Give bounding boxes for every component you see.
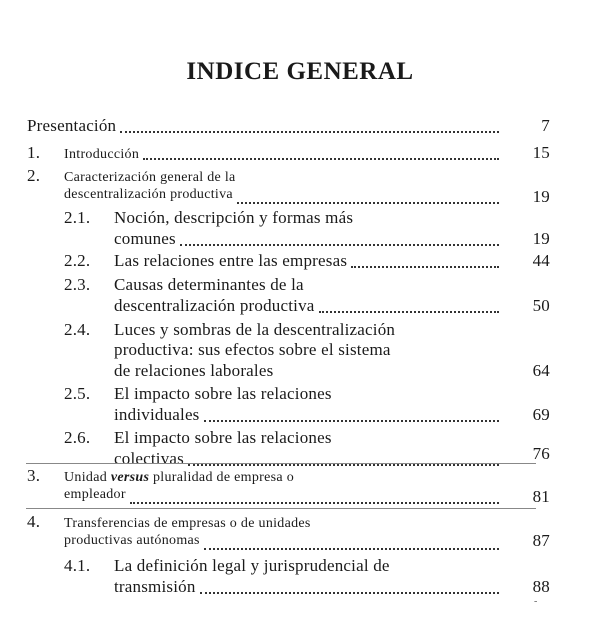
toc-page-number: 87 bbox=[532, 531, 550, 550]
toc-entry-number: 3. bbox=[27, 466, 41, 485]
toc-entry-2-1-line1 bbox=[64, 208, 505, 230]
toc-entry-text: comunes bbox=[114, 229, 176, 248]
toc-entry-text: Presentación bbox=[27, 116, 117, 135]
toc-entry-text: Transferencias de empresas o de unidades bbox=[64, 516, 311, 531]
toc-entry-text: La definición legal y jurisprudencial de bbox=[114, 556, 390, 575]
dot-leader bbox=[237, 202, 499, 204]
toc-entry-text: Introducción bbox=[64, 147, 140, 162]
toc-entry-4-1-line2 bbox=[114, 577, 505, 599]
toc-entry-number: 2.3. bbox=[64, 275, 91, 294]
toc-page-number: 15 bbox=[532, 143, 550, 162]
section-divider bbox=[26, 508, 536, 509]
toc-entry-number: 2.5. bbox=[64, 384, 91, 403]
toc-entry-2-line2 bbox=[64, 187, 505, 209]
toc-page-number: 44 bbox=[532, 251, 550, 270]
corner-mark: - bbox=[534, 596, 538, 607]
toc-entry-2-6-line1 bbox=[64, 428, 505, 450]
toc-page-number: 7 bbox=[541, 116, 550, 135]
toc-entry-text: Causas determinantes de la bbox=[114, 275, 304, 294]
toc-entry-2-4-line2 bbox=[114, 340, 505, 362]
toc-page-number: 19 bbox=[532, 187, 550, 206]
toc-entry-number: 2. bbox=[27, 166, 41, 185]
toc-entry-text: Las relaciones entre las empresas bbox=[114, 251, 348, 270]
toc-entry-2-line1 bbox=[27, 166, 505, 188]
toc-entry-text: productivas autónomas bbox=[64, 533, 200, 548]
toc-entry-text-emphasis: versus bbox=[110, 470, 150, 485]
toc-entry-3-line1 bbox=[27, 466, 505, 488]
toc-page-number: 81 bbox=[532, 487, 550, 506]
toc-entry-number: 2.4. bbox=[64, 320, 91, 339]
toc-entry-number: 1. bbox=[27, 143, 41, 162]
toc-entry-number: 4. bbox=[27, 512, 41, 531]
toc-entry-text: individuales bbox=[114, 405, 200, 424]
toc-entry-2-2 bbox=[64, 251, 505, 273]
dot-leader bbox=[143, 158, 499, 160]
toc-entry-text-part: pluralidad de empresa o bbox=[149, 470, 295, 485]
toc-entry-2-3-line1 bbox=[64, 275, 505, 297]
toc-entry-text: El impacto sobre las relaciones bbox=[114, 384, 332, 403]
toc-entry-text: transmisión bbox=[114, 577, 196, 596]
toc-entry-text: Luces y sombras de la descentralización bbox=[114, 320, 396, 339]
toc-page-number: 19 bbox=[532, 229, 550, 248]
toc-entry-text: descentralización productiva bbox=[114, 296, 315, 315]
toc-entry-3-line2 bbox=[64, 487, 505, 509]
dot-leader bbox=[204, 420, 500, 422]
toc-entry-text: Caracterización general de la bbox=[64, 170, 236, 185]
dot-leader bbox=[319, 311, 499, 313]
toc-entry-text: El impacto sobre las relaciones bbox=[114, 428, 332, 447]
toc-entry-text: empleador bbox=[64, 487, 126, 502]
toc-entry-4-1-line1 bbox=[64, 556, 505, 578]
toc-entry-1 bbox=[27, 143, 505, 165]
toc-page-number: 88 bbox=[532, 577, 550, 596]
toc-entry-2-4-line1 bbox=[64, 320, 505, 342]
page-title: INDICE GENERAL bbox=[186, 58, 414, 85]
toc-page-number: 76 bbox=[532, 444, 550, 463]
toc-entry-text bbox=[64, 470, 294, 486]
section-divider bbox=[26, 463, 536, 464]
toc-entry-text: descentralización productiva bbox=[64, 187, 233, 202]
toc-page-number: 69 bbox=[532, 405, 550, 424]
dot-leader bbox=[200, 592, 499, 594]
toc-entry-text: colectivas bbox=[114, 449, 184, 468]
dot-leader bbox=[130, 502, 499, 504]
toc-entry-number: 2.2. bbox=[64, 251, 91, 270]
dot-leader bbox=[204, 548, 499, 550]
toc-entry-number: 2.1. bbox=[64, 208, 91, 227]
toc-entry-2-5-line1 bbox=[64, 384, 505, 406]
toc-entry-2-5-line2 bbox=[114, 405, 505, 427]
toc-entry-text: de relaciones laborales bbox=[114, 361, 274, 380]
toc-entry-text: productiva: sus efectos sobre el sistema bbox=[114, 340, 391, 359]
toc-entry-text: Noción, descripción y formas más bbox=[114, 208, 354, 227]
toc-entry-2-3-line2 bbox=[114, 296, 505, 318]
dot-leader bbox=[180, 244, 499, 246]
toc-entry-number: 2.6. bbox=[64, 428, 91, 447]
toc-entry-presentacion bbox=[27, 116, 505, 138]
toc-entry-2-1-line2 bbox=[114, 229, 505, 251]
toc-entry-2-4-line3 bbox=[114, 361, 505, 383]
toc-entry-number: 4.1. bbox=[64, 556, 91, 575]
toc-page-number: 50 bbox=[532, 296, 550, 315]
toc-entry-text-part: Unidad bbox=[64, 470, 111, 485]
dot-leader bbox=[120, 131, 499, 133]
toc-page-number: 64 bbox=[532, 361, 550, 380]
dot-leader bbox=[351, 266, 499, 268]
toc-entry-4-line2 bbox=[64, 533, 505, 555]
toc-entry-4-line1 bbox=[27, 512, 505, 534]
